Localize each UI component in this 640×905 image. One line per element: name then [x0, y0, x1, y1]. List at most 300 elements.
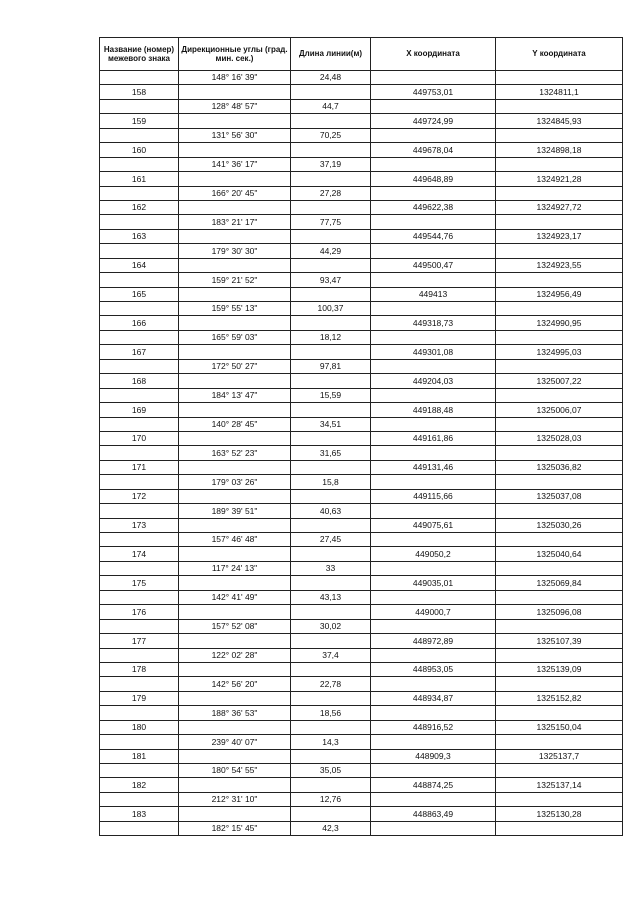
- point-row: [100, 403, 623, 417]
- point-row: [100, 634, 623, 648]
- x-cell-empty: [371, 648, 496, 662]
- segment-row: [100, 735, 623, 749]
- x-cell-empty: [371, 590, 496, 604]
- length-cell: 22,78: [291, 677, 371, 691]
- segment-row: [100, 273, 623, 287]
- angle-cell-empty: [179, 345, 291, 359]
- length-cell-empty: [291, 431, 371, 445]
- segment-row: [100, 446, 623, 460]
- name-cell-empty: [100, 244, 179, 258]
- y-coordinate-cell: 1325036,82: [496, 460, 623, 474]
- y-coordinate-cell: 1324921,28: [496, 172, 623, 186]
- name-cell-empty: [100, 792, 179, 806]
- length-cell: 18,56: [291, 706, 371, 720]
- angle-cell: 122° 02' 28": [179, 648, 291, 662]
- y-coordinate-cell: 1324995,03: [496, 345, 623, 359]
- x-cell-empty: [371, 821, 496, 835]
- length-cell-empty: [291, 576, 371, 590]
- length-cell-empty: [291, 287, 371, 301]
- segment-row: [100, 533, 623, 547]
- length-cell-empty: [291, 720, 371, 734]
- length-cell: 27,45: [291, 533, 371, 547]
- angle-cell-empty: [179, 143, 291, 157]
- length-cell: 77,75: [291, 215, 371, 229]
- x-coordinate-cell: 449544,76: [371, 229, 496, 243]
- x-cell-empty: [371, 619, 496, 633]
- x-coordinate-cell: 449188,48: [371, 403, 496, 417]
- angle-cell: 183° 21' 17": [179, 215, 291, 229]
- angle-cell-empty: [179, 316, 291, 330]
- point-name-cell: 159: [100, 114, 179, 128]
- x-coordinate-cell: 448972,89: [371, 634, 496, 648]
- name-cell-empty: [100, 504, 179, 518]
- name-cell-empty: [100, 273, 179, 287]
- name-cell-empty: [100, 677, 179, 691]
- name-cell-empty: [100, 475, 179, 489]
- x-cell-empty: [371, 99, 496, 113]
- x-cell-empty: [371, 215, 496, 229]
- length-cell-empty: [291, 258, 371, 272]
- point-name-cell: 180: [100, 720, 179, 734]
- point-row: [100, 691, 623, 705]
- point-row: [100, 114, 623, 128]
- length-cell-empty: [291, 662, 371, 676]
- point-name-cell: 176: [100, 605, 179, 619]
- y-cell-empty: [496, 157, 623, 171]
- point-row: [100, 143, 623, 157]
- segment-row: [100, 71, 623, 85]
- name-cell-empty: [100, 706, 179, 720]
- point-name-cell: 158: [100, 85, 179, 99]
- point-row: [100, 258, 623, 272]
- x-cell-empty: [371, 186, 496, 200]
- y-cell-empty: [496, 446, 623, 460]
- x-coordinate-cell: 449131,46: [371, 460, 496, 474]
- point-row: [100, 200, 623, 214]
- point-row: [100, 172, 623, 186]
- header-x: X координата: [371, 38, 496, 71]
- point-name-cell: 161: [100, 172, 179, 186]
- segment-row: [100, 561, 623, 575]
- angle-cell: 140° 28' 45": [179, 417, 291, 431]
- x-cell-empty: [371, 475, 496, 489]
- y-coordinate-cell: 1324923,17: [496, 229, 623, 243]
- name-cell-empty: [100, 99, 179, 113]
- segment-row: [100, 677, 623, 691]
- segment-row: [100, 302, 623, 316]
- angle-cell-empty: [179, 460, 291, 474]
- name-cell-empty: [100, 302, 179, 316]
- y-coordinate-cell: 1324927,72: [496, 200, 623, 214]
- y-cell-empty: [496, 417, 623, 431]
- angle-cell: 142° 41' 49": [179, 590, 291, 604]
- point-row: [100, 662, 623, 676]
- segment-row: [100, 764, 623, 778]
- length-cell: 12,76: [291, 792, 371, 806]
- x-coordinate-cell: 449301,08: [371, 345, 496, 359]
- length-cell-empty: [291, 518, 371, 532]
- angle-cell: 172° 50' 27": [179, 359, 291, 373]
- point-name-cell: 174: [100, 547, 179, 561]
- x-coordinate-cell: 448953,05: [371, 662, 496, 676]
- length-cell: 30,02: [291, 619, 371, 633]
- length-cell: 93,47: [291, 273, 371, 287]
- point-name-cell: 178: [100, 662, 179, 676]
- y-cell-empty: [496, 475, 623, 489]
- angle-cell: 179° 30' 30": [179, 244, 291, 258]
- x-coordinate-cell: 449318,73: [371, 316, 496, 330]
- length-cell: 27,28: [291, 186, 371, 200]
- name-cell-empty: [100, 71, 179, 85]
- angle-cell: 184° 13' 47": [179, 388, 291, 402]
- point-name-cell: 181: [100, 749, 179, 763]
- name-cell-empty: [100, 619, 179, 633]
- x-coordinate-cell: 449413: [371, 287, 496, 301]
- angle-cell: 188° 36' 53": [179, 706, 291, 720]
- y-cell-empty: [496, 735, 623, 749]
- segment-row: [100, 359, 623, 373]
- x-cell-empty: [371, 273, 496, 287]
- segment-row: [100, 821, 623, 835]
- x-coordinate-cell: 449204,03: [371, 374, 496, 388]
- length-cell-empty: [291, 143, 371, 157]
- point-name-cell: 169: [100, 403, 179, 417]
- length-cell: 42,3: [291, 821, 371, 835]
- length-cell: 34,51: [291, 417, 371, 431]
- x-coordinate-cell: 449678,04: [371, 143, 496, 157]
- length-cell: 100,37: [291, 302, 371, 316]
- y-cell-empty: [496, 186, 623, 200]
- angle-cell-empty: [179, 518, 291, 532]
- header-row: [100, 38, 623, 71]
- length-cell: 70,25: [291, 128, 371, 142]
- x-coordinate-cell: 449035,01: [371, 576, 496, 590]
- point-name-cell: 170: [100, 431, 179, 445]
- length-cell-empty: [291, 605, 371, 619]
- segment-row: [100, 619, 623, 633]
- y-cell-empty: [496, 619, 623, 633]
- y-cell-empty: [496, 359, 623, 373]
- angle-cell-empty: [179, 200, 291, 214]
- x-coordinate-cell: 449161,86: [371, 431, 496, 445]
- y-coordinate-cell: 1325028,03: [496, 431, 623, 445]
- point-name-cell: 175: [100, 576, 179, 590]
- header-y: Y координата: [496, 38, 623, 71]
- length-cell-empty: [291, 374, 371, 388]
- x-cell-empty: [371, 157, 496, 171]
- segment-row: [100, 186, 623, 200]
- length-cell-empty: [291, 807, 371, 821]
- angle-cell-empty: [179, 778, 291, 792]
- x-cell-empty: [371, 330, 496, 344]
- point-row: [100, 460, 623, 474]
- point-row: [100, 518, 623, 532]
- length-cell: 97,81: [291, 359, 371, 373]
- y-cell-empty: [496, 99, 623, 113]
- x-cell-empty: [371, 359, 496, 373]
- name-cell-empty: [100, 417, 179, 431]
- point-row: [100, 316, 623, 330]
- angle-cell-empty: [179, 258, 291, 272]
- y-coordinate-cell: 1325152,82: [496, 691, 623, 705]
- x-cell-empty: [371, 71, 496, 85]
- point-name-cell: 179: [100, 691, 179, 705]
- point-row: [100, 749, 623, 763]
- angle-cell: 131° 56' 30": [179, 128, 291, 142]
- name-cell-empty: [100, 330, 179, 344]
- x-coordinate-cell: 448934,87: [371, 691, 496, 705]
- length-cell: 44,29: [291, 244, 371, 258]
- x-cell-empty: [371, 244, 496, 258]
- x-coordinate-cell: 449000,7: [371, 605, 496, 619]
- x-coordinate-cell: 448863,49: [371, 807, 496, 821]
- angle-cell-empty: [179, 229, 291, 243]
- point-name-cell: 160: [100, 143, 179, 157]
- name-cell-empty: [100, 590, 179, 604]
- length-cell-empty: [291, 200, 371, 214]
- x-cell-empty: [371, 533, 496, 547]
- x-cell-empty: [371, 504, 496, 518]
- x-cell-empty: [371, 735, 496, 749]
- length-cell-empty: [291, 749, 371, 763]
- boundary-table: [99, 37, 623, 836]
- x-cell-empty: [371, 128, 496, 142]
- y-cell-empty: [496, 590, 623, 604]
- y-cell-empty: [496, 215, 623, 229]
- point-name-cell: 172: [100, 489, 179, 503]
- y-coordinate-cell: 1324845,93: [496, 114, 623, 128]
- name-cell-empty: [100, 388, 179, 402]
- angle-cell-empty: [179, 662, 291, 676]
- y-cell-empty: [496, 821, 623, 835]
- angle-cell: 148° 16' 39": [179, 71, 291, 85]
- point-name-cell: 177: [100, 634, 179, 648]
- length-cell-empty: [291, 460, 371, 474]
- angle-cell-empty: [179, 576, 291, 590]
- point-row: [100, 345, 623, 359]
- y-cell-empty: [496, 561, 623, 575]
- length-cell: 40,63: [291, 504, 371, 518]
- angle-cell-empty: [179, 431, 291, 445]
- angle-cell: 159° 21' 52": [179, 273, 291, 287]
- name-cell-empty: [100, 186, 179, 200]
- y-coordinate-cell: 1325006,07: [496, 403, 623, 417]
- angle-cell-empty: [179, 85, 291, 99]
- y-coordinate-cell: 1325137,14: [496, 778, 623, 792]
- x-cell-empty: [371, 302, 496, 316]
- angle-cell: 165° 59' 03": [179, 330, 291, 344]
- y-cell-empty: [496, 533, 623, 547]
- y-coordinate-cell: 1324956,49: [496, 287, 623, 301]
- angle-cell: 142° 56' 20": [179, 677, 291, 691]
- y-coordinate-cell: 1325030,26: [496, 518, 623, 532]
- point-name-cell: 166: [100, 316, 179, 330]
- angle-cell: 166° 20' 45": [179, 186, 291, 200]
- y-coordinate-cell: 1324923,55: [496, 258, 623, 272]
- y-coordinate-cell: 1324898,18: [496, 143, 623, 157]
- y-cell-empty: [496, 302, 623, 316]
- angle-cell: 179° 03' 26": [179, 475, 291, 489]
- y-coordinate-cell: 1325137,7: [496, 749, 623, 763]
- segment-row: [100, 128, 623, 142]
- angle-cell-empty: [179, 114, 291, 128]
- segment-row: [100, 244, 623, 258]
- length-cell: 37,19: [291, 157, 371, 171]
- x-cell-empty: [371, 677, 496, 691]
- length-cell-empty: [291, 489, 371, 503]
- length-cell-empty: [291, 229, 371, 243]
- x-coordinate-cell: 449724,99: [371, 114, 496, 128]
- table-body: [100, 71, 623, 836]
- point-row: [100, 576, 623, 590]
- angle-cell-empty: [179, 807, 291, 821]
- name-cell-empty: [100, 157, 179, 171]
- y-coordinate-cell: 1325007,22: [496, 374, 623, 388]
- angle-cell: 163° 52' 23": [179, 446, 291, 460]
- point-row: [100, 489, 623, 503]
- x-cell-empty: [371, 446, 496, 460]
- point-row: [100, 229, 623, 243]
- name-cell-empty: [100, 533, 179, 547]
- name-cell-empty: [100, 128, 179, 142]
- angle-cell: 182° 15' 45": [179, 821, 291, 835]
- point-row: [100, 605, 623, 619]
- angle-cell-empty: [179, 720, 291, 734]
- angle-cell: 159° 55' 13": [179, 302, 291, 316]
- y-coordinate-cell: 1324811,1: [496, 85, 623, 99]
- point-name-cell: 173: [100, 518, 179, 532]
- angle-cell-empty: [179, 489, 291, 503]
- x-cell-empty: [371, 764, 496, 778]
- segment-row: [100, 330, 623, 344]
- x-coordinate-cell: 449075,61: [371, 518, 496, 532]
- point-name-cell: 165: [100, 287, 179, 301]
- point-name-cell: 183: [100, 807, 179, 821]
- point-name-cell: 162: [100, 200, 179, 214]
- length-cell-empty: [291, 316, 371, 330]
- y-cell-empty: [496, 330, 623, 344]
- y-coordinate-cell: 1325139,09: [496, 662, 623, 676]
- point-name-cell: 168: [100, 374, 179, 388]
- name-cell-empty: [100, 648, 179, 662]
- segment-row: [100, 590, 623, 604]
- x-coordinate-cell: 449648,89: [371, 172, 496, 186]
- length-cell: 31,65: [291, 446, 371, 460]
- angle-cell-empty: [179, 287, 291, 301]
- boundary-coordinates-sheet: [99, 37, 623, 836]
- y-cell-empty: [496, 677, 623, 691]
- y-coordinate-cell: 1325150,04: [496, 720, 623, 734]
- length-cell: 35,05: [291, 764, 371, 778]
- point-row: [100, 85, 623, 99]
- point-row: [100, 374, 623, 388]
- segment-row: [100, 99, 623, 113]
- y-cell-empty: [496, 273, 623, 287]
- y-cell-empty: [496, 764, 623, 778]
- x-coordinate-cell: 449115,66: [371, 489, 496, 503]
- angle-cell-empty: [179, 691, 291, 705]
- segment-row: [100, 215, 623, 229]
- name-cell-empty: [100, 215, 179, 229]
- angle-cell: 157° 46' 48": [179, 533, 291, 547]
- angle-cell: 239° 40' 07": [179, 735, 291, 749]
- length-cell: 44,7: [291, 99, 371, 113]
- angle-cell-empty: [179, 374, 291, 388]
- length-cell: 14,3: [291, 735, 371, 749]
- segment-row: [100, 504, 623, 518]
- header-length: Длина линии(м): [291, 38, 371, 71]
- angle-cell: 128° 48' 57": [179, 99, 291, 113]
- length-cell-empty: [291, 691, 371, 705]
- length-cell-empty: [291, 778, 371, 792]
- y-coordinate-cell: 1325130,28: [496, 807, 623, 821]
- angle-cell: 189° 39' 51": [179, 504, 291, 518]
- angle-cell-empty: [179, 172, 291, 186]
- x-coordinate-cell: 448909,3: [371, 749, 496, 763]
- point-name-cell: 167: [100, 345, 179, 359]
- header-name: Название (номер) межевого знака: [100, 38, 179, 71]
- point-name-cell: 163: [100, 229, 179, 243]
- y-cell-empty: [496, 128, 623, 142]
- length-cell: 15,8: [291, 475, 371, 489]
- point-row: [100, 287, 623, 301]
- y-cell-empty: [496, 792, 623, 806]
- y-coordinate-cell: 1325040,64: [496, 547, 623, 561]
- length-cell-empty: [291, 172, 371, 186]
- angle-cell: 117° 24' 13": [179, 561, 291, 575]
- header-angle: Дирекционные углы (град. мин. сек.): [179, 38, 291, 71]
- length-cell: 24,48: [291, 71, 371, 85]
- angle-cell: 180° 54' 55": [179, 764, 291, 778]
- point-row: [100, 431, 623, 445]
- point-row: [100, 720, 623, 734]
- y-coordinate-cell: 1325107,39: [496, 634, 623, 648]
- segment-row: [100, 648, 623, 662]
- point-name-cell: 164: [100, 258, 179, 272]
- name-cell-empty: [100, 821, 179, 835]
- x-cell-empty: [371, 561, 496, 575]
- length-cell-empty: [291, 634, 371, 648]
- x-coordinate-cell: 448916,52: [371, 720, 496, 734]
- segment-row: [100, 417, 623, 431]
- length-cell: 37,4: [291, 648, 371, 662]
- angle-cell-empty: [179, 634, 291, 648]
- point-row: [100, 807, 623, 821]
- name-cell-empty: [100, 359, 179, 373]
- x-coordinate-cell: 448874,25: [371, 778, 496, 792]
- y-cell-empty: [496, 706, 623, 720]
- name-cell-empty: [100, 446, 179, 460]
- y-cell-empty: [496, 504, 623, 518]
- y-coordinate-cell: 1325037,08: [496, 489, 623, 503]
- length-cell-empty: [291, 114, 371, 128]
- angle-cell-empty: [179, 547, 291, 561]
- angle-cell: 212° 31' 10": [179, 792, 291, 806]
- x-coordinate-cell: 449500,47: [371, 258, 496, 272]
- y-coordinate-cell: 1325096,08: [496, 605, 623, 619]
- segment-row: [100, 388, 623, 402]
- name-cell-empty: [100, 561, 179, 575]
- segment-row: [100, 792, 623, 806]
- length-cell-empty: [291, 345, 371, 359]
- x-cell-empty: [371, 706, 496, 720]
- segment-row: [100, 475, 623, 489]
- x-coordinate-cell: 449622,38: [371, 200, 496, 214]
- point-name-cell: 171: [100, 460, 179, 474]
- name-cell-empty: [100, 735, 179, 749]
- y-cell-empty: [496, 388, 623, 402]
- length-cell-empty: [291, 547, 371, 561]
